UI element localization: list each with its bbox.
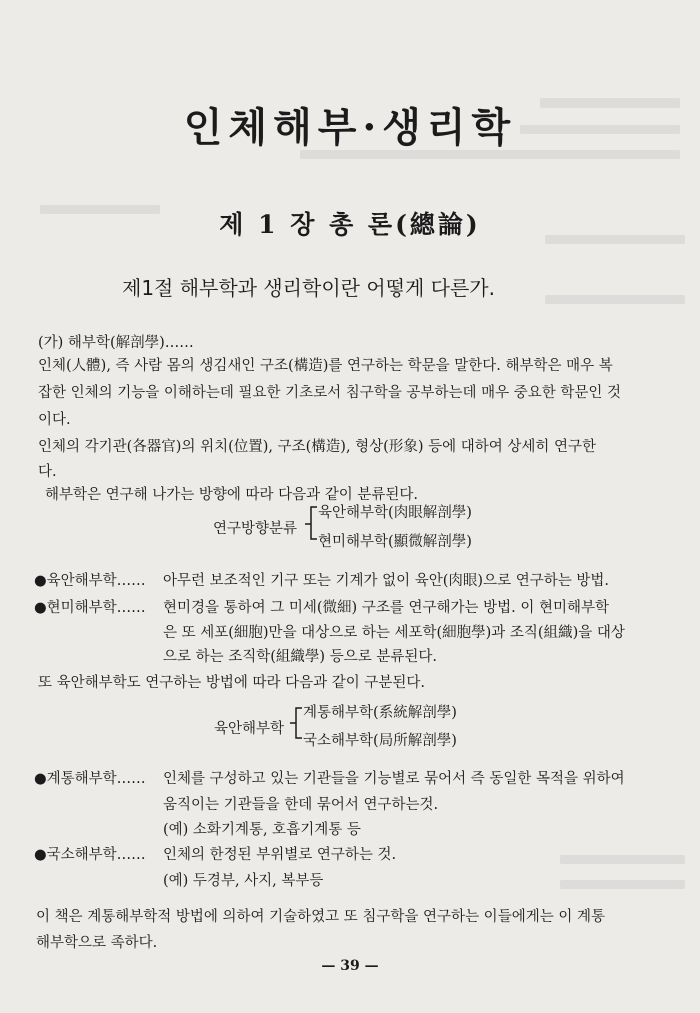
example-text: (예) 소화기계통, 호흡기계통 등: [163, 822, 361, 838]
paragraph-line: 해부학으로 족하다.: [36, 935, 158, 951]
bleed-through: [560, 880, 685, 889]
bullet-text: 움직이는 기관들을 한데 묶어서 연구하는것.: [163, 797, 439, 813]
page-title: 인체해부·생리학: [183, 104, 517, 151]
branch-bracket: [288, 704, 304, 742]
page-number: — 39 —: [321, 958, 379, 974]
bullet-text: 인체의 한정된 부위별로 연구하는 것.: [163, 847, 397, 863]
bullet-text: 현미경을 통하여 그 미세(微細) 구조를 연구해가는 방법. 이 현미해부학: [163, 600, 609, 616]
paragraph-line: 해부학은 연구해 나가는 방향에 따라 다음과 같이 분류된다.: [45, 487, 419, 503]
bullet-text: 인체를 구성하고 있는 기관들을 기능별로 묶어서 즉 동일한 목적을 위하여: [163, 771, 625, 787]
tree-branch: 계통해부학(系統解剖學): [303, 705, 457, 721]
chapter-heading: 제 1 장 총 론(總論): [219, 210, 481, 239]
bullet-term: ●육안해부학……: [34, 573, 146, 589]
paragraph-line: 또 육안해부학도 연구하는 방법에 따라 다음과 같이 구분된다.: [38, 675, 426, 691]
paragraph-line: 이다.: [38, 412, 71, 428]
section-heading: 제1절 해부학과 생리학이란 어떻게 다른가.: [122, 276, 495, 300]
bleed-through: [545, 295, 685, 304]
example-text: (예) 두경부, 사지, 복부등: [163, 873, 324, 889]
branch-bracket: [303, 503, 319, 543]
bullet-text: 아무런 보조적인 기구 또는 기계가 없이 육안(肉眼)으로 연구하는 방법.: [163, 573, 609, 589]
bullet-term: ●현미해부학……: [34, 600, 146, 616]
tree-root: 연구방향분류: [213, 521, 298, 537]
tree-root: 육안해부학: [214, 721, 285, 737]
tree-branch: 육안해부학(肉眼解剖學): [318, 505, 472, 521]
bleed-through: [560, 855, 685, 864]
paragraph-line: 잡한 인체의 기능을 이해하는데 필요한 기초로서 침구학을 공부하는데 매우 중요한 학문인 것: [38, 385, 621, 401]
paragraph-line: 인체(人體), 즉 사람 몸의 생김새인 구조(構造)를 연구하는 학문을 말한다. 해부학은 매우 복: [38, 358, 613, 374]
bullet-text: 으로 하는 조직학(組織學) 등으로 분류된다.: [163, 649, 437, 665]
bullet-term: ●국소해부학……: [34, 847, 146, 863]
paragraph-line: 인체의 각기관(各器官)의 위치(位置), 구조(構造), 형상(形象) 등에 대하여 상세히 연구한: [38, 439, 597, 455]
tree-branch: 국소해부학(局所解剖學): [303, 733, 457, 749]
paragraph-line: 이 책은 계통해부학적 방법에 의하여 기술하였고 또 침구학을 연구하는 이들에게는 이 계통: [36, 909, 605, 925]
bullet-text: 은 또 세포(細胞)만을 대상으로 하는 세포학(細胞學)과 조직(組織)을 대상: [163, 625, 625, 641]
bullet-term: ●계통해부학……: [34, 771, 146, 787]
subheading-ga: (가) 해부학(解剖學)……: [38, 335, 194, 351]
tree-branch: 현미해부학(顯微解剖學): [318, 534, 472, 550]
paragraph-line: 다.: [38, 464, 57, 480]
